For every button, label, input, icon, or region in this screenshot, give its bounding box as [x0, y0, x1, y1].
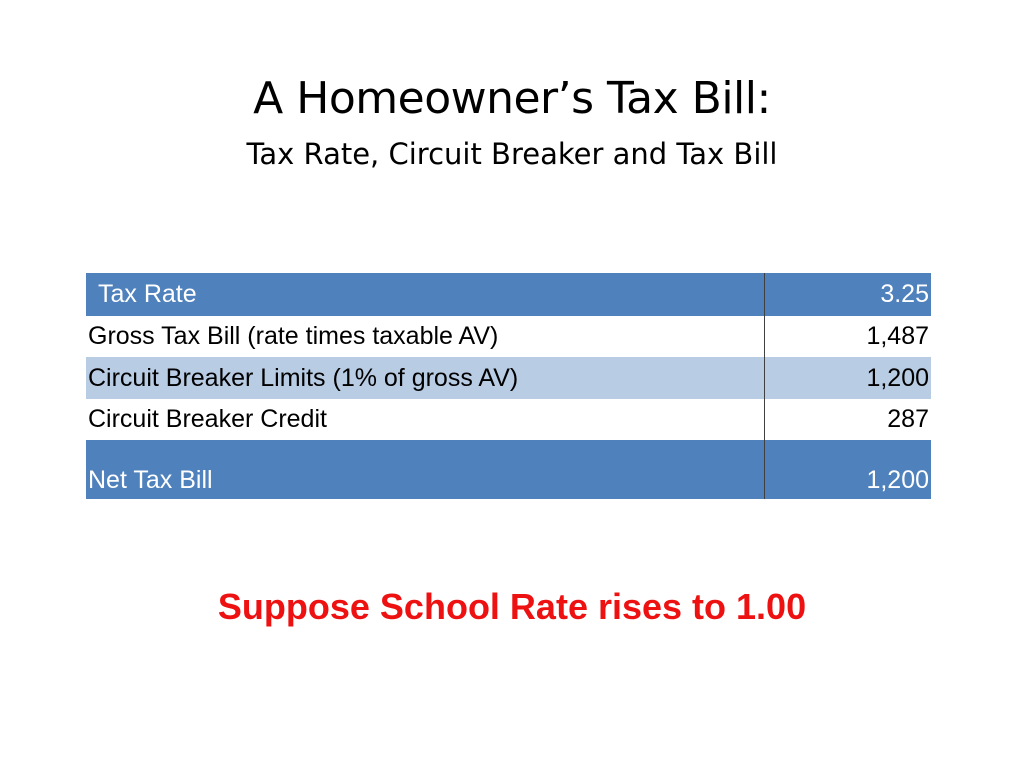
- table-row-tax-rate: [86, 273, 931, 316]
- slide-title: [0, 66, 1024, 176]
- page-title: A Homeowner’s Tax Bill:: [253, 73, 771, 124]
- row-label: Net Tax Bill: [86, 440, 765, 499]
- row-value: 1,487: [765, 316, 932, 357]
- row-value: 3.25: [765, 273, 932, 316]
- page-subtitle: Tax Rate, Circuit Breaker and Tax Bill: [246, 137, 778, 171]
- row-value: 1,200: [765, 357, 932, 399]
- row-value: 1,200: [765, 440, 932, 499]
- row-label: Circuit Breaker Limits (1% of gross AV): [86, 357, 765, 399]
- row-value: 287: [765, 399, 932, 440]
- callout-text: Suppose School Rate rises to 1.00: [217, 586, 807, 627]
- row-label: Circuit Breaker Credit: [86, 399, 765, 440]
- row-label: Gross Tax Bill (rate times taxable AV): [86, 316, 765, 357]
- table-row-circuit-breaker-credit: [86, 399, 931, 440]
- table-row-net-tax-bill: [86, 440, 931, 499]
- row-label: Tax Rate: [86, 273, 765, 316]
- tax-bill-table: [86, 273, 931, 499]
- table-row-gross-tax-bill: [86, 316, 931, 357]
- table-row-circuit-breaker-limits: [86, 357, 931, 399]
